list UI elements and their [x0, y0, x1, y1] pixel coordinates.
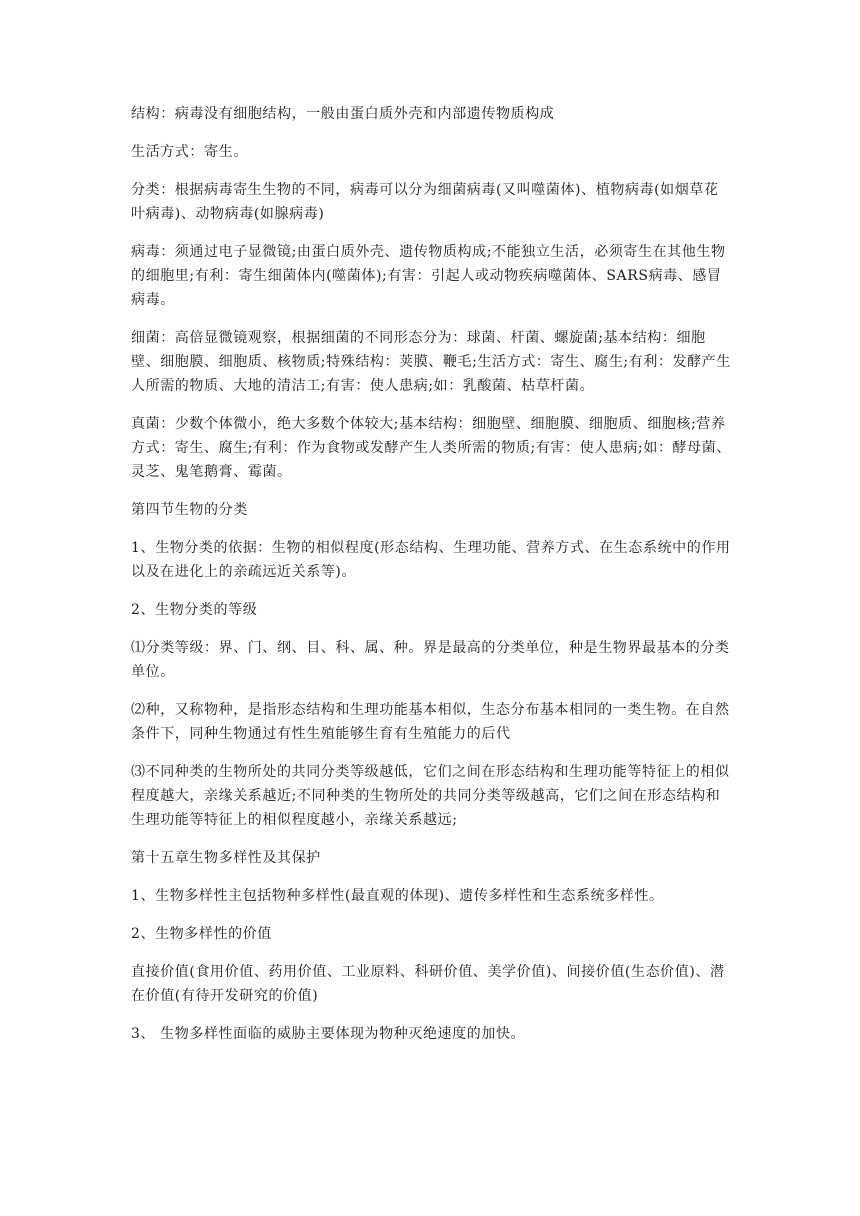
section-heading-classification: 第四节生物的分类	[131, 502, 248, 518]
paragraph-species-definition: ⑵种，又称物种，是指形态结构和生理功能基本相似，生态分布基本相同的一类生物。在自然条件下，同种生物通过有性生殖能够生育有生殖能力的后代	[131, 702, 730, 742]
paragraph-virus-classification: 分类：根据病毒寄生生物的不同，病毒可以分为细菌病毒(又叫噬菌体)、植物病毒(如烟草花叶病毒)、动物病毒(如腺病毒)	[131, 182, 719, 222]
chapter-heading-biodiversity: 第十五章生物多样性及其保护	[131, 850, 321, 866]
paragraph-biodiversity-threats: 3、 生物多样性面临的威胁主要体现为物种灭绝速度的加快。	[131, 1026, 526, 1042]
paragraph-classification-levels: ⑴分类等级：界、门、纲、目、科、属、种。界是最高的分类单位，种是生物界最基本的分类单位。	[131, 640, 730, 680]
document-body	[131, 102, 731, 1060]
paragraph-biodiversity-value-heading: 2、生物多样性的价值	[131, 926, 272, 942]
paragraph-virus-summary: 病毒：须通过电子显微镜;由蛋白质外壳、遗传物质构成;不能独立生活，必须寄生在其他生物的细胞里;有利：寄生细菌体内(噬菌体);有害：引起人或动物疾病噬菌体、SARS病毒、感冒病毒。	[131, 244, 726, 308]
paragraph-classification-levels-heading: 2、生物分类的等级	[131, 602, 258, 618]
paragraph-fungi-summary: 真菌：少数个体微小，绝大多数个体较大;基本结构：细胞壁、细胞膜、细胞质、细胞核;营养方式：寄生、腐生;有利：作为食物或发酵产生人类所需的物质;有害：使人患病;如：酵母菌、灵芝、鬼笔鹅膏、霉菌。	[131, 416, 731, 480]
paragraph-bacteria-summary: 细菌：高倍显微镜观察，根据细菌的不同形态分为：球菌、杆菌、螺旋菌;基本结构：细胞壁、细胞膜、细胞质、核物质;特殊结构：荚膜、鞭毛;生活方式：寄生、腐生;有利：发酵产生人所需的物质、大地的清洁工;有害：使人患病;如：乳酸菌、枯草杆菌。	[131, 330, 731, 394]
paragraph-biodiversity-values: 直接价值(食用价值、药用价值、工业原料、科研价值、美学价值)、间接价值(生态价值)、潜在价值(有待开发研究的价值)	[131, 964, 725, 1004]
paragraph-virus-structure: 结构：病毒没有细胞结构，一般由蛋白质外壳和内部遗传物质构成	[131, 106, 555, 122]
paragraph-virus-lifestyle: 生活方式：寄生。	[131, 144, 248, 160]
paragraph-biodiversity-components: 1、生物多样性主包括物种多样性(最直观的体现)、遗传多样性和生态系统多样性。	[131, 888, 664, 904]
paragraph-classification-relationship: ⑶不同种类的生物所处的共同分类等级越低，它们之间在形态结构和生理功能等特征上的相似程度越大，亲缘关系越近;不同种类的生物所处的共同分类等级越高，它们之间在形态结构和生理功能等特征上的相似程度越小，亲缘关系越远;	[131, 764, 730, 828]
paragraph-classification-basis: 1、生物分类的依据：生物的相似程度(形态结构、生理功能、营养方式、在生态系统中的作用以及在进化上的亲疏远近关系等)。	[131, 540, 731, 580]
